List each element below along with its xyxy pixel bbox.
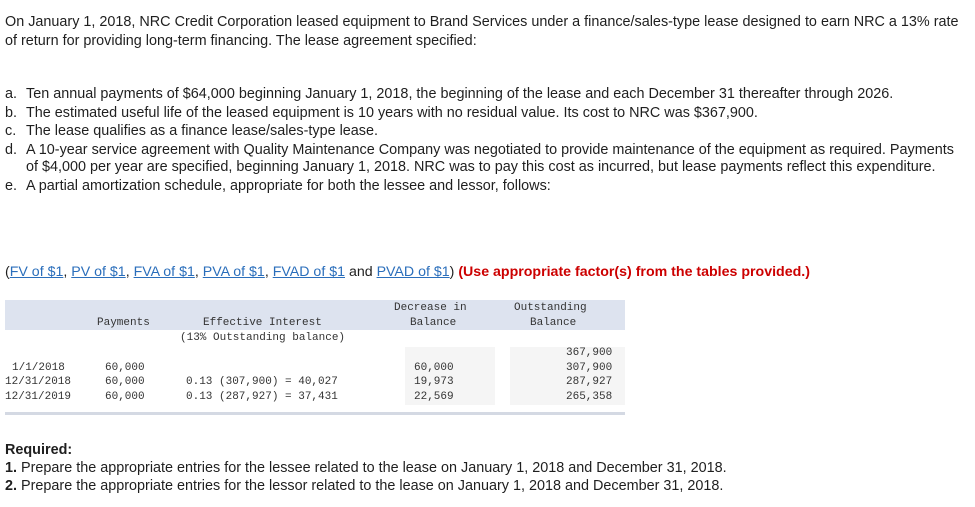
header-payments: Payments	[97, 317, 150, 329]
required-item	[5, 459, 727, 477]
required-heading: Required:	[5, 442, 73, 458]
row-balance: 265,358	[566, 391, 613, 403]
fvad-table-link[interactable]: FVAD of $1	[272, 264, 345, 280]
paren-open: (	[5, 264, 10, 280]
row-interest: 0.13 (307,900) = 40,027	[186, 376, 338, 388]
item-text: The estimated useful life of the leased equipment is 10 years with no residual value. Its cost to NRC was $367,900.	[26, 104, 758, 121]
required-item	[5, 477, 727, 495]
list-item	[5, 142, 960, 177]
table-bottom-rule	[5, 412, 625, 415]
list-item	[5, 105, 960, 123]
row-payment: 60,000	[105, 376, 145, 388]
header-outstanding-2: Balance	[530, 317, 577, 329]
item-marker: a.	[5, 86, 18, 102]
row-payment: 60,000	[105, 362, 145, 374]
row-date: 12/31/2019	[5, 391, 72, 403]
item-marker: e.	[5, 177, 18, 194]
header-outstanding-1: Outstanding	[514, 302, 587, 314]
required-item-text: Prepare the appropriate entries for the lessor related to the lease on January 1, 2018 and December 31, 2018.	[21, 478, 724, 494]
row-balance: 287,927	[566, 376, 613, 388]
required-section	[5, 441, 727, 495]
item-marker: c.	[5, 123, 17, 139]
item-text: A 10-year service agreement with Quality Maintenance Company was negotiated to provide maintenance of the equipment as required. Payments of $4,000 per year are specified, beginning January 1, 2018. NRC was to pay this cost as incurred, but lease payments reflect this expenditure.	[26, 141, 954, 175]
opening-balance: 367,900	[566, 347, 613, 359]
list-item	[5, 123, 960, 141]
factor-table-links: (FV of $1, PV of $1, FVA of $1, PVA of $1, FVAD of $1 and PVAD of $1) (Use appropriate factor(s) from the tables provided.)	[5, 264, 810, 280]
row-decrease: 19,973	[414, 376, 454, 388]
required-item-marker: 1.	[5, 460, 18, 476]
header-interest: Effective Interest	[203, 317, 322, 329]
pva-table-link[interactable]: PVA of $1	[202, 264, 265, 280]
pvad-table-link[interactable]: PVAD of $1	[376, 264, 450, 280]
row-date: 12/31/2018	[5, 376, 72, 388]
item-text: A partial amortization schedule, appropriate for both the lessee and lessor, follows:	[26, 177, 551, 194]
row-decrease: 22,569	[414, 391, 454, 403]
item-text: The lease qualifies as a finance lease/sales-type lease.	[26, 123, 378, 139]
row-balance: 307,900	[566, 362, 613, 374]
row-date: 1/1/2018	[12, 362, 65, 374]
row-interest: 0.13 (287,927) = 37,431	[186, 391, 338, 403]
factor-instruction: (Use appropriate factor(s) from the tables provided.)	[458, 264, 810, 280]
required-item-marker: 2.	[5, 478, 18, 494]
paren-close: )	[449, 264, 455, 280]
item-text: Ten annual payments of $64,000 beginning January 1, 2018, the beginning of the lease and each December 31 thereafter through 2026.	[26, 86, 894, 102]
row-payment: 60,000	[105, 391, 145, 403]
required-item-text: Prepare the appropriate entries for the lessee related to the lease on January 1, 2018 and December 31, 2018.	[21, 460, 727, 476]
list-item	[5, 178, 960, 196]
item-marker: d.	[5, 141, 18, 158]
fva-table-link[interactable]: FVA of $1	[133, 264, 195, 280]
and-text: and	[348, 264, 373, 280]
lease-terms-list	[5, 86, 960, 196]
fv-table-link[interactable]: FV of $1	[9, 264, 64, 280]
header-interest-sub: (13% Outstanding balance)	[180, 332, 346, 344]
row-decrease: 60,000	[414, 362, 454, 374]
item-marker: b.	[5, 104, 18, 121]
pv-table-link[interactable]: PV of $1	[71, 264, 126, 280]
problem-intro: On January 1, 2018, NRC Credit Corporation leased equipment to Brand Services under a finance/sales-type lease designed to earn NRC a 13% rate of return for providing long-term financing. The lease agreement specified:	[5, 14, 959, 49]
amortization-schedule	[5, 300, 625, 414]
header-decrease-1: Decrease in	[394, 302, 467, 314]
header-decrease-2: Balance	[410, 317, 457, 329]
list-item	[5, 86, 960, 104]
